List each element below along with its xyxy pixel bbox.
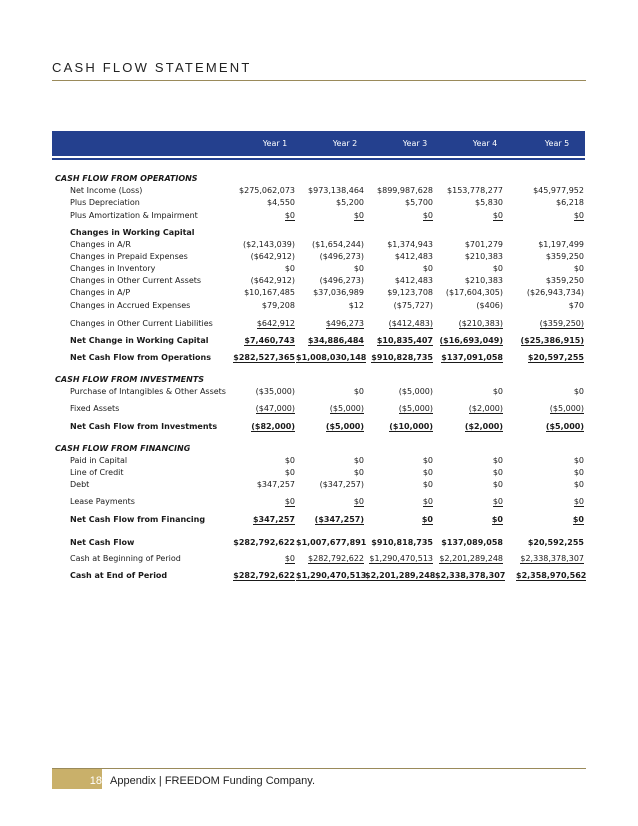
row-value: $1,197,499 <box>538 240 584 249</box>
row-value: ($496,273) <box>319 276 364 285</box>
total-row <box>52 421 586 433</box>
row-value: ($5,000) <box>549 404 584 413</box>
row-value: $0 <box>353 264 364 273</box>
row-value: $210,383 <box>464 276 503 285</box>
row-value: $1,374,943 <box>387 240 433 249</box>
row-label: Cash at End of Period <box>70 571 168 580</box>
row-value: $1,290,470,513 <box>296 571 367 580</box>
row-value: $20,597,255 <box>527 353 584 362</box>
row-value: ($82,000) <box>251 422 295 431</box>
row-value: $347,257 <box>256 480 295 489</box>
row-value: $0 <box>492 468 503 477</box>
row-label: Purchase of Intangibles & Other Assets <box>70 387 226 396</box>
row-value: ($5,000) <box>545 422 584 431</box>
header-divider <box>52 158 585 160</box>
row-value: $0 <box>573 497 584 506</box>
page-number: 18 <box>89 775 102 787</box>
table-row <box>52 386 586 398</box>
row-value: $282,792,622 <box>233 571 295 580</box>
row-value: $412,483 <box>394 252 433 261</box>
row-value: $412,483 <box>394 276 433 285</box>
row-value: $2,338,378,307 <box>520 554 584 563</box>
row-value: ($2,000) <box>464 422 503 431</box>
row-label: Changes in Other Current Assets <box>70 276 202 285</box>
row-value: $153,778,277 <box>447 186 503 195</box>
column-header: Year 4 <box>472 139 498 148</box>
row-label: Plus Depreciation <box>70 198 140 207</box>
row-value: $0 <box>573 480 584 489</box>
row-value: ($5,000) <box>325 422 364 431</box>
row-value: $0 <box>353 456 364 465</box>
total-row <box>52 570 586 582</box>
row-value: ($412,483) <box>388 319 433 328</box>
row-value: ($5,000) <box>398 387 433 396</box>
row-value: $0 <box>573 264 584 273</box>
table-row <box>52 479 586 491</box>
row-value: $2,201,289,248 <box>365 571 436 580</box>
row-value: $5,200 <box>336 198 364 207</box>
row-value: $137,091,058 <box>441 353 503 362</box>
table-row <box>52 263 586 275</box>
row-value: ($17,604,305) <box>445 288 503 297</box>
row-value: $0 <box>491 515 503 524</box>
row-value: ($642,912) <box>250 252 295 261</box>
row-label: Net Change in Working Capital <box>70 336 209 345</box>
row-value: $973,138,464 <box>308 186 364 195</box>
row-value: $282,792,622 <box>233 538 295 547</box>
row-value: $12 <box>348 301 364 310</box>
row-value: $0 <box>353 468 364 477</box>
row-value: $496,273 <box>325 319 364 328</box>
row-label: Net Cash Flow from Operations <box>70 353 211 362</box>
row-value: ($10,000) <box>389 422 433 431</box>
row-label: Changes in Accrued Expenses <box>70 301 191 310</box>
table-row <box>52 318 586 330</box>
table-row <box>52 553 586 565</box>
row-value: ($1,654,244) <box>311 240 364 249</box>
table-row <box>52 403 586 415</box>
row-value: $1,008,030,148 <box>296 353 367 362</box>
row-value: ($75,727) <box>393 301 433 310</box>
section-header-row <box>52 173 586 185</box>
total-row <box>52 352 586 364</box>
section-header-row <box>52 374 586 386</box>
table-header <box>52 131 585 156</box>
row-value: ($210,383) <box>458 319 503 328</box>
row-value: $701,279 <box>464 240 503 249</box>
table-row <box>52 275 586 287</box>
row-value: $899,987,628 <box>377 186 433 195</box>
row-value: $20,592,255 <box>527 538 584 547</box>
row-value: $910,828,735 <box>371 353 433 362</box>
row-label: Fixed Assets <box>70 404 120 413</box>
row-value: $0 <box>422 497 433 506</box>
row-value: $282,792,622 <box>308 554 364 563</box>
row-value: $910,818,735 <box>371 538 433 547</box>
row-label: Net Income (Loss) <box>70 186 143 195</box>
table-row <box>52 455 586 467</box>
row-value: ($359,250) <box>539 319 584 328</box>
row-value: $7,460,743 <box>244 336 295 345</box>
table-row <box>52 251 586 263</box>
row-value: $0 <box>422 264 433 273</box>
row-value: $70 <box>568 301 584 310</box>
row-value: ($47,000) <box>255 404 295 413</box>
footer-text: Appendix | FREEDOM Funding Company. <box>110 775 316 787</box>
row-value: $282,527,365 <box>233 353 295 362</box>
row-label: Net Cash Flow from Financing <box>70 515 206 524</box>
page-title: CASH FLOW STATEMENT <box>52 60 252 75</box>
section-header-row <box>52 443 586 455</box>
row-label: Net Cash Flow from Investments <box>70 422 218 431</box>
row-label: Changes in Inventory <box>70 264 156 273</box>
table-row <box>52 197 586 209</box>
row-value: $0 <box>422 456 433 465</box>
table-row <box>52 467 586 479</box>
row-label: Changes in A/R <box>70 240 131 249</box>
row-value: $347,257 <box>252 515 295 524</box>
row-label: CASH FLOW FROM INVESTMENTS <box>55 375 205 384</box>
row-value: $0 <box>284 554 295 563</box>
table-row <box>52 300 586 312</box>
row-value: $1,290,470,513 <box>369 554 433 563</box>
row-value: $0 <box>492 387 503 396</box>
row-label: Paid in Capital <box>70 456 128 465</box>
row-value: $0 <box>572 515 584 524</box>
row-value: $0 <box>422 480 433 489</box>
row-label: Changes in Other Current Liabilities <box>70 319 213 328</box>
row-value: $5,830 <box>475 198 503 207</box>
table-row <box>52 496 586 508</box>
row-value: ($406) <box>476 301 503 310</box>
row-label: Lease Payments <box>70 497 135 506</box>
row-value: $0 <box>422 468 433 477</box>
row-value: $642,912 <box>256 319 295 328</box>
row-label: CASH FLOW FROM FINANCING <box>55 444 191 453</box>
table-row <box>52 239 586 251</box>
table-row <box>52 210 586 222</box>
row-value: $10,835,407 <box>376 336 433 345</box>
row-value: $0 <box>353 497 364 506</box>
row-value: $2,358,970,562 <box>516 571 587 580</box>
row-value: $2,338,378,307 <box>435 571 506 580</box>
title-divider <box>52 80 586 81</box>
row-label: Cash at Beginning of Period <box>70 554 181 563</box>
column-header: Year 1 <box>262 139 288 148</box>
row-value: $6,218 <box>556 198 584 207</box>
row-label: Changes in A/P <box>70 288 131 297</box>
row-value: $34,886,484 <box>307 336 364 345</box>
row-value: ($16,693,049) <box>439 336 503 345</box>
row-value: $45,977,952 <box>533 186 584 195</box>
row-value: $359,250 <box>545 276 584 285</box>
row-value: $0 <box>573 456 584 465</box>
row-value: $0 <box>492 497 503 506</box>
table-row <box>52 287 586 299</box>
row-value: $0 <box>422 211 433 220</box>
row-value: $0 <box>573 468 584 477</box>
total-row <box>52 537 586 549</box>
row-value: $0 <box>284 264 295 273</box>
footer-divider <box>52 768 586 769</box>
row-value: ($496,273) <box>319 252 364 261</box>
row-value: ($25,386,915) <box>520 336 584 345</box>
row-value: $275,062,073 <box>239 186 295 195</box>
row-label: Changes in Prepaid Expenses <box>70 252 188 261</box>
row-value: $0 <box>492 456 503 465</box>
row-label: CASH FLOW FROM OPERATIONS <box>55 174 198 183</box>
row-value: ($642,912) <box>250 276 295 285</box>
row-value: $2,201,289,248 <box>439 554 503 563</box>
row-value: $0 <box>284 211 295 220</box>
row-value: $0 <box>573 387 584 396</box>
row-label: Debt <box>70 480 90 489</box>
row-value: $0 <box>492 211 503 220</box>
row-value: $359,250 <box>545 252 584 261</box>
row-label: Changes in Working Capital <box>70 228 195 237</box>
row-value: $37,036,989 <box>313 288 364 297</box>
table-row <box>52 227 586 239</box>
row-value: $0 <box>353 211 364 220</box>
row-value: $0 <box>353 387 364 396</box>
row-value: $210,383 <box>464 252 503 261</box>
row-value: $5,700 <box>405 198 433 207</box>
row-value: $0 <box>284 456 295 465</box>
row-value: ($347,257) <box>319 480 364 489</box>
row-value: $4,550 <box>267 198 295 207</box>
row-label: Line of Credit <box>70 468 124 477</box>
row-value: ($2,143,039) <box>242 240 295 249</box>
row-value: $0 <box>492 264 503 273</box>
row-value: ($347,257) <box>314 515 364 524</box>
row-value: $79,208 <box>261 301 295 310</box>
row-value: ($26,943,734) <box>526 288 584 297</box>
row-value: $0 <box>492 480 503 489</box>
row-value: $137,089,058 <box>441 538 503 547</box>
row-value: ($5,000) <box>329 404 364 413</box>
row-value: $1,007,677,891 <box>296 538 367 547</box>
row-value: $0 <box>284 468 295 477</box>
row-value: $9,123,708 <box>387 288 433 297</box>
row-value: $0 <box>421 515 433 524</box>
row-value: ($2,000) <box>468 404 503 413</box>
row-value: ($5,000) <box>398 404 433 413</box>
row-value: $10,167,485 <box>244 288 295 297</box>
total-row <box>52 335 586 347</box>
row-value: $0 <box>284 497 295 506</box>
table-row <box>52 185 586 197</box>
row-label: Net Cash Flow <box>70 538 135 547</box>
row-label: Plus Amortization & Impairment <box>70 211 198 220</box>
row-value: ($35,000) <box>255 387 295 396</box>
row-value: $0 <box>573 211 584 220</box>
total-row <box>52 514 586 526</box>
column-header: Year 3 <box>402 139 428 148</box>
column-header: Year 2 <box>332 139 358 148</box>
column-header: Year 5 <box>544 139 570 148</box>
